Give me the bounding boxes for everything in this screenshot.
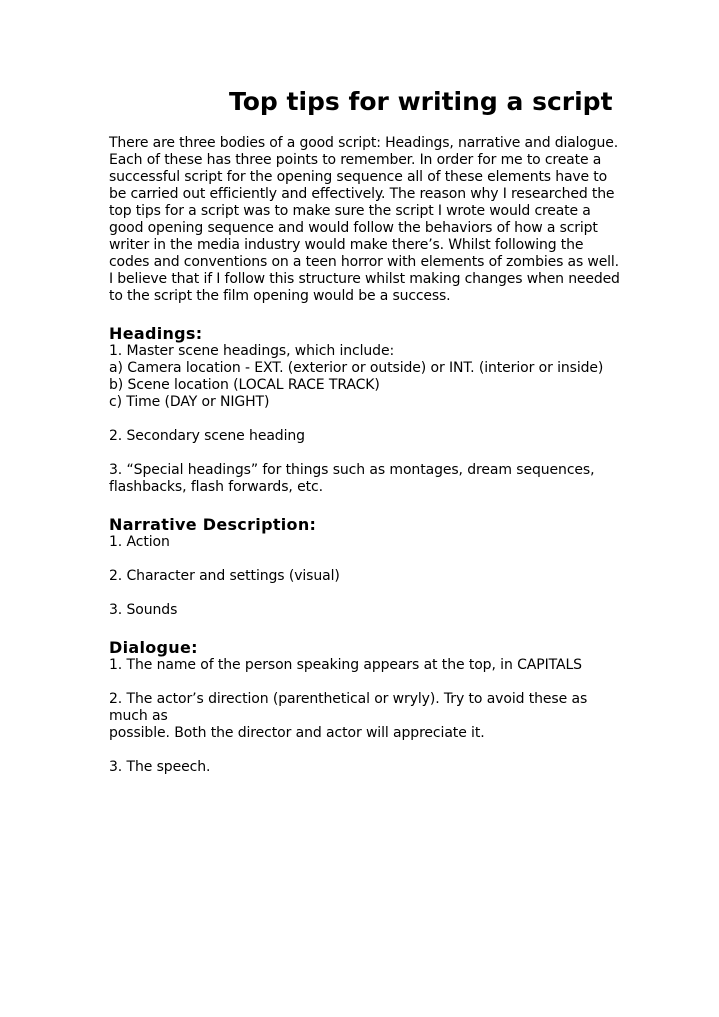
headings-item-1: 1. Master scene headings, which include: (109, 343, 395, 359)
spacer (109, 674, 621, 691)
dialogue-heading: Dialogue: (109, 638, 198, 657)
headings-heading: Headings: (109, 324, 203, 343)
dialogue-item-2a: 2. The actor’s direction (parenthetical or wryly). Try to avoid these as much as (109, 691, 588, 724)
narrative-heading: Narrative Description: (109, 515, 317, 534)
dialogue-item-3: 3. The speech. (109, 759, 211, 775)
dialogue-item-2b: possible. Both the director and actor will appreciate it. (109, 725, 485, 741)
headings-item-3: 3. “Special headings” for things such as montages, dream sequences, flashbacks, flash forwards, etc. (109, 462, 595, 495)
headings-item-1a: a) Camera location - EXT. (exterior or outside) or INT. (interior or inside) (109, 360, 604, 376)
headings-section (109, 324, 621, 496)
narrative-item-2: 2. Character and settings (visual) (109, 568, 340, 584)
spacer (109, 551, 621, 568)
narrative-item-1: 1. Action (109, 534, 170, 550)
dialogue-section (109, 638, 621, 776)
dialogue-item-1: 1. The name of the person speaking appears at the top, in CAPITALS (109, 657, 582, 673)
document-page (109, 86, 621, 776)
headings-item-1c: c) Time (DAY or NIGHT) (109, 394, 270, 410)
spacer (109, 445, 621, 462)
headings-item-1b: b) Scene location (LOCAL RACE TRACK) (109, 377, 380, 393)
spacer (109, 742, 621, 759)
spacer (109, 585, 621, 602)
document-title: Top tips for writing a script (229, 87, 613, 116)
intro-paragraph: There are three bodies of a good script: Headings, narrative and dialogue. Each of these has three points to remember. In order for me to create a successful script for the opening sequence all of these elements have to be carried out efficiently and effectively. The reason why I researched the top tips for a script was to make sure the script I wrote would create a good opening sequence and would follow the behaviors of how a script writer in the media industry would make there’s. Whilst following the codes and conventions on a teen horror with elements of zombies as well. I believe that if I follow this structure whilst making changes when needed to the script the film opening would be a success. (109, 135, 620, 304)
narrative-section (109, 515, 621, 619)
narrative-item-3: 3. Sounds (109, 602, 178, 618)
spacer (109, 411, 621, 428)
headings-item-2: 2. Secondary scene heading (109, 428, 305, 444)
